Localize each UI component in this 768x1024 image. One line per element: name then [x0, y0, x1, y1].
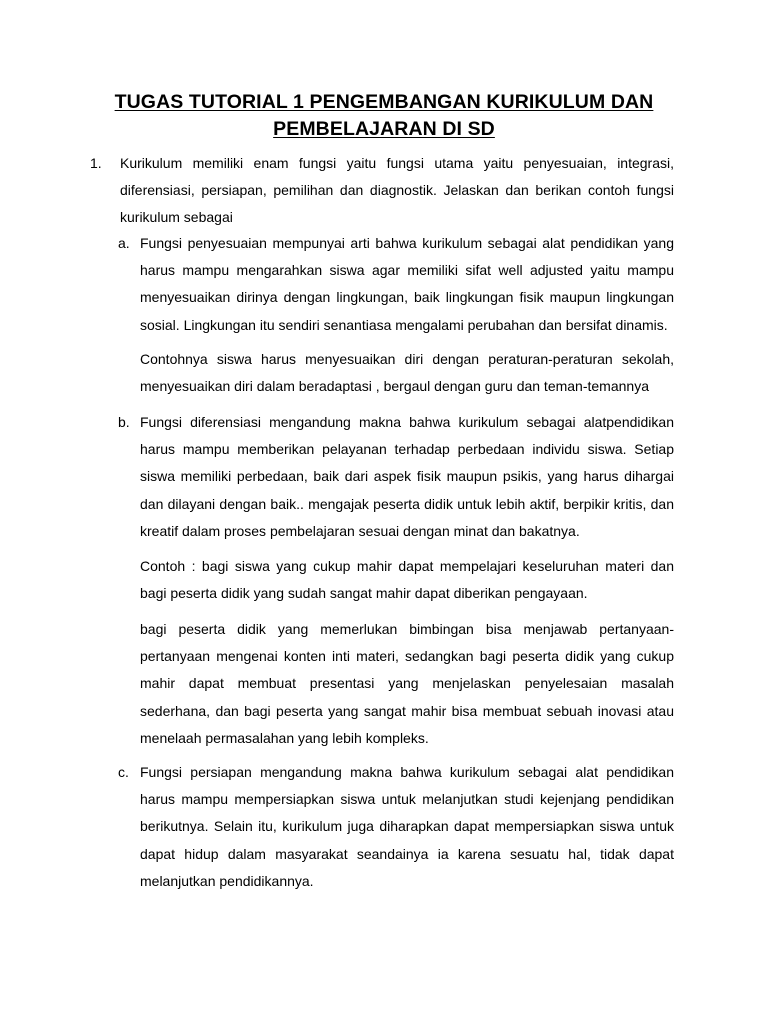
item-b-text: Fungsi diferensiasi mengandung makna bahwa kurikulum sebagai alatpendidikan harus mampu memberikan pelayanan terhadap perbedaan individu siswa. Setiap siswa memiliki perbedaan, baik dari aspek fisik maupun psikis, yang harus dihargai dan dilayani dengan baik.. mengajak peserta didik untuk lebih aktif, berpikir kritis, dan kreatif dalam proses pembelajaran sesuai dengan minat dan bakatnya. [140, 414, 674, 539]
item-b-example-2: bagi peserta didik yang memerlukan bimbingan bisa menjawab pertanyaan-pertanyaan mengenai konten inti materi, sedangkan bagi peserta didik yang cukup mahir dapat membuat presentasi yang menjelaskan penyelesaian masalah sederhana, dan bagi peserta yang sangat mahir bisa membuat sebuah inovasi atau menelaah permasalahan yang lebih kompleks. [140, 621, 674, 746]
item-a-marker: a. [118, 235, 130, 251]
item-a-text: Fungsi penyesuaian mempunyai arti bahwa kurikulum sebagai alat pendidikan yang harus mampu mengarahkan siswa agar memiliki sifat well adjusted yaitu mampu menyesuaikan dirinya dengan lingkungan, baik lingkungan fisik maupun lingkungan sosial. Lingkungan itu sendiri senantiasa mengalami perubahan dan bersifat dinamis. [140, 235, 674, 333]
document-title-line-2: PEMBELAJARAN DI SD [273, 118, 495, 140]
question-number: 1. [90, 155, 102, 171]
question-text: Kurikulum memiliki enam fungsi yaitu fungsi utama yaitu penyesuaian, integrasi, diferensiasi, persiapan, pemilihan dan diagnostik. Jelaskan dan berikan contoh fungsi kurikulum sebagai [120, 155, 674, 226]
item-c-text: Fungsi persiapan mengandung makna bahwa kurikulum sebagai alat pendidikan harus mampu mempersiapkan siswa untuk melanjutkan studi kejenjang pendidikan berikutnya. Selain itu, kurikulum juga diharapkan dapat mempersiapkan siswa untuk dapat hidup dalam masyarakat seandainya ia karena sesuatu hal, tidak dapat melanjutkan pendidikannya. [140, 764, 674, 889]
item-c-marker: c. [118, 764, 129, 780]
document-title-line-1: TUGAS TUTORIAL 1 PENGEMBANGAN KURIKULUM DAN [114, 91, 654, 113]
item-b-example: Contoh : bagi siswa yang cukup mahir dapat mempelajari keseluruhan materi dan bagi peserta didik yang sudah sangat mahir dapat diberikan pengayaan. [140, 558, 674, 602]
item-b-marker: b. [118, 414, 130, 430]
item-a-example: Contohnya siswa harus menyesuaikan diri dengan peraturan-peraturan sekolah, menyesuaikan diri dalam beradaptasi , bergaul dengan guru dan teman-temannya [140, 351, 674, 395]
